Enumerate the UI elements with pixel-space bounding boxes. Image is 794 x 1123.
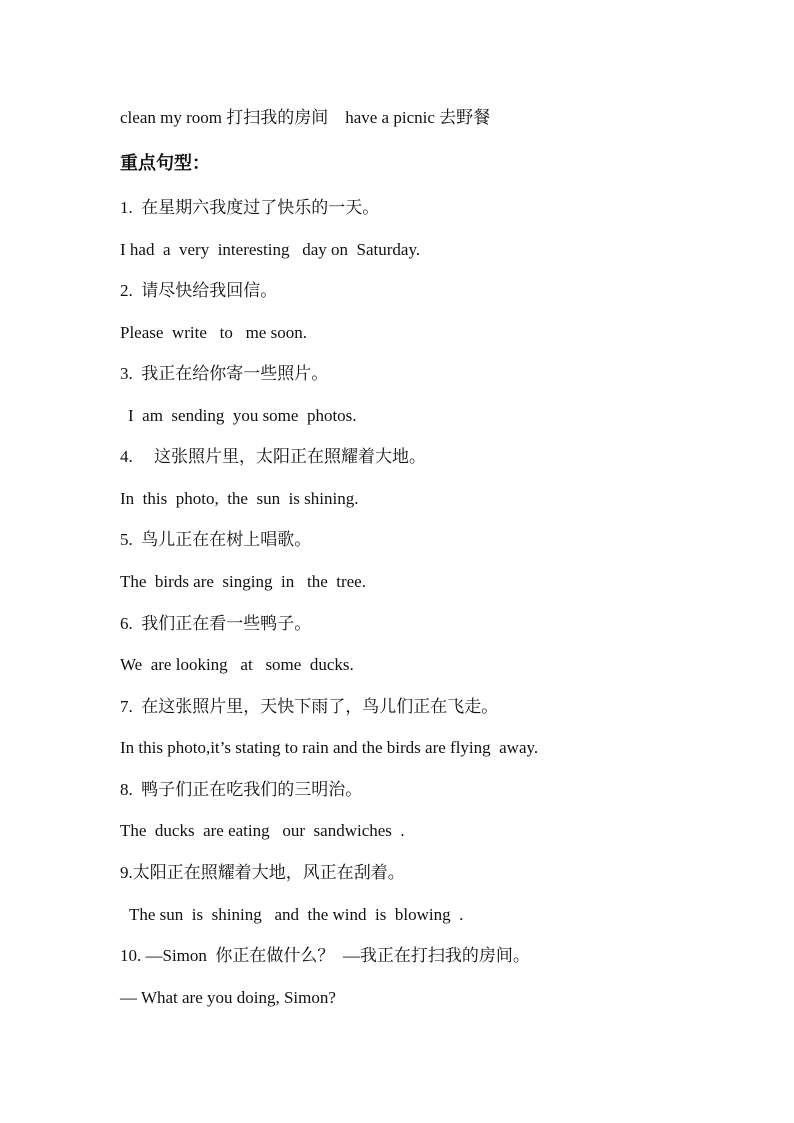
sentence-8-chinese: 8. 鸭子们正在吃我们的三明治。 [120, 780, 363, 799]
sentence-3-chinese: 3. 我正在给你寄一些照片。 [120, 364, 329, 383]
sentence-5-english: The birds are singing in the tree. [120, 572, 366, 591]
sentence-5-chinese: 5. 鸟儿正在在树上唱歌。 [120, 530, 312, 549]
vocab-line: clean my room 打扫我的房间 have a picnic 去野餐 [120, 108, 491, 127]
sentence-8-english: The ducks are eating our sandwiches . [120, 821, 405, 840]
sentence-6-chinese: 6. 我们正在看一些鸭子。 [120, 614, 312, 633]
section-heading: 重点句型： [120, 153, 210, 173]
sentence-7-chinese: 7. 在这张照片里，天快下雨了，鸟儿们正在飞走。 [120, 697, 499, 716]
sentence-3-english: I am sending you some photos. [128, 406, 357, 425]
sentence-10-chinese: 10. —Simon 你正在做什么？ —我正在打扫我的房间。 [120, 946, 530, 965]
sentence-10-english: — What are you doing, Simon? [120, 988, 336, 1007]
sentence-7-english: In this photo,it’s stating to rain and the birds are flying away. [120, 738, 539, 757]
sentence-9-chinese: 9.太阳正在照耀着大地，风正在刮着。 [120, 863, 405, 882]
sentence-4-english: In this photo, the sun is shining. [120, 489, 359, 508]
sentence-6-english: We are looking at some ducks. [120, 655, 354, 674]
sentence-9-english: The sun is shining and the wind is blowing . [129, 905, 464, 924]
sentence-1-chinese: 1. 在星期六我度过了快乐的一天。 [120, 198, 380, 217]
sentence-1-english: I had a very interesting day on Saturday. [120, 240, 421, 259]
sentence-4-chinese: 4. 这张照片里，太阳正在照耀着大地。 [120, 447, 426, 466]
sentence-2-english: Please write to me soon. [120, 323, 307, 342]
sentence-2-chinese: 2. 请尽快给我回信。 [120, 281, 278, 300]
